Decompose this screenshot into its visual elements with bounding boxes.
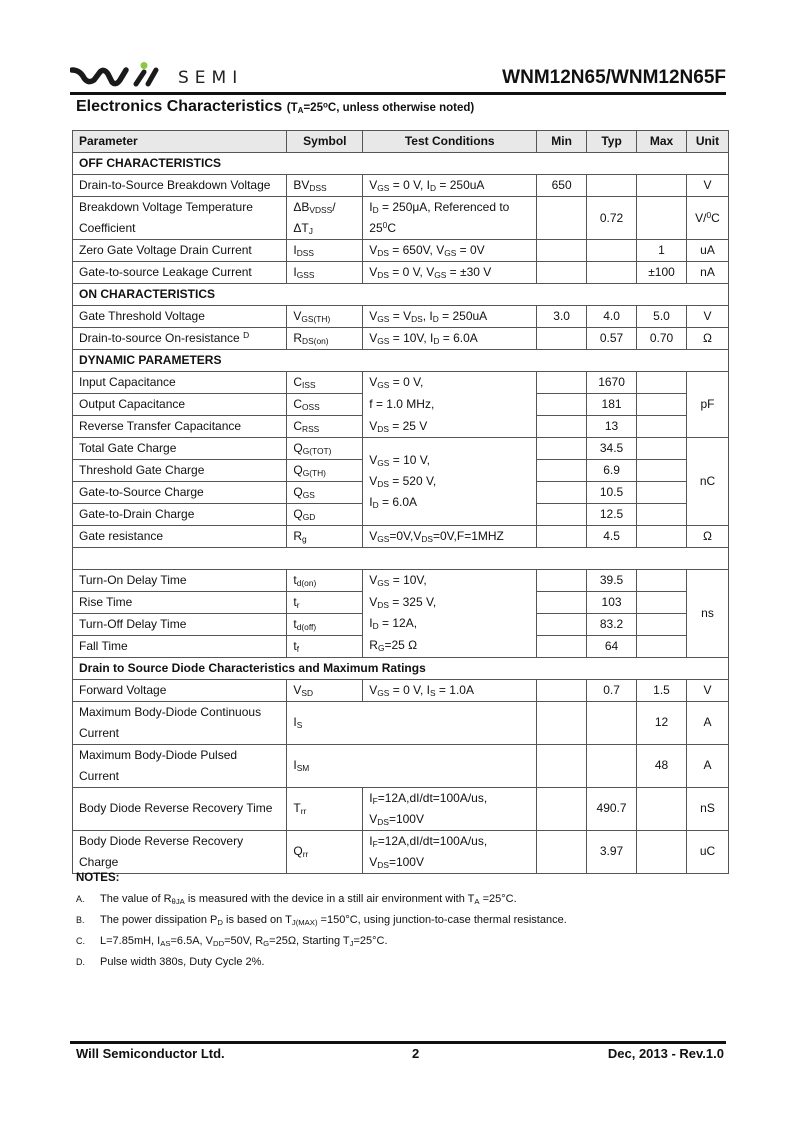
- param-line: Current: [79, 768, 120, 783]
- unit-cell: uC: [686, 830, 728, 873]
- symbol-cell: $t_f$: [287, 635, 363, 657]
- unit-cell: pF: [686, 372, 728, 438]
- condition-cell: $V_{GS} = 10V$, $V_{DS} = 325$ V, $I_D = 12A$, $R_G=25$ Ω: [363, 569, 537, 657]
- max-cell: [637, 635, 687, 657]
- condition-cell: $V_{GS} = 10V$, $I_D = 6.0A$: [363, 328, 537, 350]
- typ-cell: 0.57: [587, 328, 637, 350]
- param-cell: Threshold Gate Charge: [73, 460, 287, 482]
- header-min: Min: [537, 131, 587, 153]
- max-cell: [637, 438, 687, 460]
- param-cell: Rise Time: [73, 591, 287, 613]
- param-cell: Gate-to-Source Charge: [73, 482, 287, 504]
- note-item: [76, 955, 265, 976]
- max-cell: [637, 569, 687, 591]
- table-row: [73, 240, 729, 262]
- typ-cell: 0.7: [587, 679, 637, 701]
- symbol-cell: $C_{OSS}$: [287, 394, 363, 416]
- header-unit: Unit: [686, 131, 728, 153]
- unit-cell: uA: [686, 240, 728, 262]
- param-cell: [73, 197, 287, 240]
- max-cell: [637, 504, 687, 526]
- param-cell: Output Capacitance: [73, 394, 287, 416]
- group-row: [73, 284, 729, 306]
- max-cell: [637, 394, 687, 416]
- param-cell: Fall Time: [73, 635, 287, 657]
- param-line: Coefficient: [79, 221, 136, 235]
- note-label: A.: [76, 894, 85, 904]
- typ-cell: 6.9: [587, 460, 637, 482]
- param-line: Maximum Body-Diode Continuous: [79, 704, 262, 719]
- group-dynamic-parameters: DYNAMIC PARAMETERS: [73, 350, 729, 372]
- max-cell: [637, 482, 687, 504]
- typ-cell: 10.5: [587, 482, 637, 504]
- unit-cell: V: [686, 679, 728, 701]
- symbol-cell: $Q_{G(TOT)}$: [287, 438, 363, 460]
- page-footer: [76, 1046, 724, 1064]
- symbol-cell: $C_{ISS}$: [287, 372, 363, 394]
- unit-cell: nA: [686, 262, 728, 284]
- min-cell: [537, 372, 587, 394]
- typ-cell: 3.97: [587, 830, 637, 873]
- param-cell: Drain-to-Source Breakdown Voltage: [73, 175, 287, 197]
- table-row: [73, 701, 729, 744]
- max-cell: [637, 460, 687, 482]
- unit-cell: Ω: [686, 328, 728, 350]
- min-cell: [537, 262, 587, 284]
- max-cell: 48: [637, 744, 687, 787]
- table-row: [73, 372, 729, 394]
- param-cell: [73, 701, 287, 744]
- max-cell: 1: [637, 240, 687, 262]
- param-cell: Input Capacitance: [73, 372, 287, 394]
- min-cell: [537, 504, 587, 526]
- max-cell: [637, 175, 687, 197]
- max-cell: 1.5: [637, 679, 687, 701]
- typ-cell: [587, 240, 637, 262]
- symbol-cell: $I_{GSS}$: [287, 262, 363, 284]
- min-cell: [537, 591, 587, 613]
- brand-text: SEMI: [178, 68, 244, 88]
- unit-cell: nS: [686, 787, 728, 830]
- typ-cell: 1670: [587, 372, 637, 394]
- symbol-cell: $I_S$: [287, 701, 537, 744]
- symbol-cell: $I_{SM}$: [287, 744, 537, 787]
- typ-cell: 83.2: [587, 613, 637, 635]
- min-cell: [537, 526, 587, 548]
- condition-cell: $V_{GS} = 0$ V,: [363, 372, 537, 394]
- param-cell: Body Diode Reverse Recovery Time: [73, 787, 287, 830]
- min-cell: [537, 460, 587, 482]
- typ-cell: 12.5: [587, 504, 637, 526]
- condition-cell: $V_{GS} = 0$ V, $I_D = 250uA$: [363, 175, 537, 197]
- condition-cell: f = 1.0 MHz,: [363, 394, 537, 416]
- max-cell: 0.70: [637, 328, 687, 350]
- symbol-cell: $R_g$: [287, 526, 363, 548]
- max-cell: [637, 613, 687, 635]
- param-cell: Gate resistance: [73, 526, 287, 548]
- max-cell: ±100: [637, 262, 687, 284]
- header-symbol: Symbol: [287, 131, 363, 153]
- min-cell: [537, 438, 587, 460]
- header-max: Max: [637, 131, 687, 153]
- condition-cell: $I_D = 250\mu A$, Referenced to $25^0C$: [363, 197, 537, 240]
- param-cell: Total Gate Charge: [73, 438, 287, 460]
- condition-cell: $I_F=12A,dI/dt=100A/us$, $V_{DS}=100V$: [363, 830, 537, 873]
- group-row: [73, 153, 729, 175]
- param-cell: Gate Threshold Voltage: [73, 306, 287, 328]
- typ-cell: 4.0: [587, 306, 637, 328]
- table-row: [73, 306, 729, 328]
- table-row: [73, 787, 729, 830]
- typ-cell: 0.72: [587, 197, 637, 240]
- max-cell: [637, 591, 687, 613]
- param-cell: Turn-Off Delay Time: [73, 613, 287, 635]
- symbol-cell: $BV_{DSS}$: [287, 175, 363, 197]
- min-cell: [537, 394, 587, 416]
- characteristics-table: [72, 130, 729, 874]
- section-title: [76, 98, 474, 116]
- table-row: [73, 679, 729, 701]
- footer-company: Will Semiconductor Ltd.: [76, 1046, 225, 1061]
- note-item: [76, 913, 567, 934]
- param-cell: Forward Voltage: [73, 679, 287, 701]
- param-cell: Reverse Transfer Capacitance: [73, 416, 287, 438]
- condition-cell: $V_{GS} = 10$ V, $V_{DS} = 520$ V, $I_D = 6.0A$: [363, 438, 537, 526]
- typ-cell: 34.5: [587, 438, 637, 460]
- min-cell: [537, 416, 587, 438]
- group-row: [73, 350, 729, 372]
- note-ref: D: [243, 330, 250, 341]
- typ-cell: 64: [587, 635, 637, 657]
- will-logo-icon: [70, 62, 180, 90]
- table-row: [73, 197, 729, 240]
- header-divider: [70, 92, 726, 95]
- param-cell: Gate-to-Drain Charge: [73, 504, 287, 526]
- param-cell: [73, 328, 287, 350]
- unit-cell: Ω: [686, 526, 728, 548]
- max-cell: 12: [637, 701, 687, 744]
- condition-cell: $V_{GS}=0V,V_{DS}=0V,F=1MHZ$: [363, 526, 537, 548]
- symbol-cell: $t_{d(on)}$: [287, 569, 363, 591]
- typ-cell: [587, 701, 637, 744]
- typ-cell: [587, 262, 637, 284]
- symbol-cell: $C_{RSS}$: [287, 416, 363, 438]
- symbol-cell: $V_{SD}$: [287, 679, 363, 701]
- footer-revision: Dec, 2013 - Rev.1.0: [607, 1046, 724, 1061]
- unit-cell: A: [686, 701, 728, 744]
- param-line: Current: [79, 725, 120, 740]
- typ-cell: [587, 744, 637, 787]
- typ-cell: 103: [587, 591, 637, 613]
- table-row: [73, 744, 729, 787]
- typ-cell: [587, 175, 637, 197]
- param-cell: Gate-to-source Leakage Current: [73, 262, 287, 284]
- min-cell: [537, 482, 587, 504]
- condition-cell: $V_{DS} = 0$ V, $V_{GS} = \pm 30$ V: [363, 262, 537, 284]
- min-cell: [537, 701, 587, 744]
- symbol-cell: $T_{rr}$: [287, 787, 363, 830]
- header-parameter: Parameter: [73, 131, 287, 153]
- unit-cell: V: [686, 175, 728, 197]
- symbol-cell: $V_{GS(TH)}$: [287, 306, 363, 328]
- table-row: [73, 328, 729, 350]
- part-number: WNM12N65/WNM12N65F: [502, 67, 726, 88]
- section-conditions: ($T_A=25^oC$, unless otherwise noted): [286, 100, 475, 115]
- min-cell: 650: [537, 175, 587, 197]
- header-typ: Typ: [587, 131, 637, 153]
- group-off-characteristics: OFF CHARACTERISTICS: [73, 153, 729, 175]
- condition-cell: $V_{GS} = V_{DS}$, $I_D = 250uA$: [363, 306, 537, 328]
- unit-cell: V: [686, 306, 728, 328]
- param-text: Drain-to-source On-resistance: [79, 331, 240, 345]
- param-line: Maximum Body-Diode Pulsed: [79, 747, 238, 762]
- symbol-cell: $Q_{rr}$: [287, 830, 363, 873]
- note-label: B.: [76, 915, 85, 925]
- symbol-cell: $t_r$: [287, 591, 363, 613]
- param-cell: Zero Gate Voltage Drain Current: [73, 240, 287, 262]
- table-row: [73, 830, 729, 873]
- table-row: [73, 569, 729, 591]
- param-line: Body Diode Reverse Recovery: [79, 833, 244, 848]
- condition-cell: $V_{DS} = 650V$, $V_{GS} = 0V$: [363, 240, 537, 262]
- footer-divider: [70, 1041, 726, 1044]
- min-cell: [537, 787, 587, 830]
- unit-cell: ns: [686, 569, 728, 657]
- typ-cell: 490.7: [587, 787, 637, 830]
- min-cell: [537, 613, 587, 635]
- min-cell: [537, 679, 587, 701]
- min-cell: [537, 569, 587, 591]
- note-text: L=7.85mH, $I_{AS}=6.5A$, $V_{DD}=50V$, $R_G=25\Omega$, Starting $T_J=25^\circ C$.: [100, 935, 388, 948]
- group-row: [73, 657, 729, 679]
- max-cell: [637, 416, 687, 438]
- param-cell: [73, 744, 287, 787]
- condition-cell: $I_F=12A,dI/dt=100A/us$, $V_{DS}=100V$: [363, 787, 537, 830]
- note-text: The value of $R_{\theta JA}$ is measured with the device in a still air environment with $T_A =25^\circ C$.: [100, 893, 517, 906]
- footer-page-number: 2: [412, 1046, 420, 1061]
- typ-cell: 39.5: [587, 569, 637, 591]
- max-cell: [637, 526, 687, 548]
- min-cell: 3.0: [537, 306, 587, 328]
- symbol-cell: $Q_{GD}$: [287, 504, 363, 526]
- min-cell: [537, 240, 587, 262]
- header-test-conditions: Test Conditions: [363, 131, 537, 153]
- min-cell: [537, 635, 587, 657]
- section-heading: Electronics Characteristics: [76, 98, 283, 115]
- page-header: [70, 58, 726, 94]
- param-cell: Turn-On Delay Time: [73, 569, 287, 591]
- note-item: [76, 892, 517, 913]
- table-row: [73, 526, 729, 548]
- note-item: [76, 934, 388, 955]
- min-cell: [537, 744, 587, 787]
- typ-cell: 13: [587, 416, 637, 438]
- notes-section: [76, 872, 567, 976]
- symbol-cell: $Q_{G(TH)}$: [287, 460, 363, 482]
- symbol-cell: $\Delta B_{VDSS}/$ $\Delta T_J$: [287, 197, 363, 240]
- notes-title: NOTES:: [76, 872, 120, 884]
- table-row: [73, 175, 729, 197]
- symbol-cell: $Q_{GS}$: [287, 482, 363, 504]
- min-cell: [537, 830, 587, 873]
- table-row: [73, 394, 729, 416]
- symbol-cell: $I_{DSS}$: [287, 240, 363, 262]
- unit-cell: V/$^0$C: [686, 197, 728, 240]
- condition-cell: $V_{GS} = 0$ V, $I_S = 1.0A$: [363, 679, 537, 701]
- note-text: The power dissipation $P_D$ is based on $T_{J(MAX)} =150^\circ C$, using junction-to-case thermal resistance.: [100, 914, 567, 927]
- blank-row: [73, 548, 729, 570]
- max-cell: [637, 787, 687, 830]
- table-row: [73, 262, 729, 284]
- typ-cell: 4.5: [587, 526, 637, 548]
- unit-cell: A: [686, 744, 728, 787]
- min-cell: [537, 197, 587, 240]
- blank-cell: [73, 548, 729, 570]
- symbol-cell: $R_{DS(on)}$: [287, 328, 363, 350]
- max-cell: [637, 830, 687, 873]
- param-line: Charge: [79, 854, 119, 869]
- max-cell: 5.0: [637, 306, 687, 328]
- typ-cell: 181: [587, 394, 637, 416]
- table-row: [73, 438, 729, 460]
- table-header-row: [73, 131, 729, 153]
- table-row: [73, 416, 729, 438]
- max-cell: [637, 372, 687, 394]
- note-text: Pulse width 380s, Duty Cycle 2%.: [100, 956, 265, 968]
- param-line: Breakdown Voltage Temperature: [79, 200, 253, 214]
- symbol-cell: $t_{d(off)}$: [287, 613, 363, 635]
- param-cell: [73, 830, 287, 873]
- note-label: D.: [76, 957, 85, 967]
- max-cell: [637, 197, 687, 240]
- group-diode-characteristics: Drain to Source Diode Characteristics and Maximum Ratings: [73, 657, 729, 679]
- group-on-characteristics: ON CHARACTERISTICS: [73, 284, 729, 306]
- note-label: C.: [76, 936, 85, 946]
- unit-cell: nC: [686, 438, 728, 526]
- min-cell: [537, 328, 587, 350]
- condition-cell: $V_{DS} = 25$ V: [363, 416, 537, 438]
